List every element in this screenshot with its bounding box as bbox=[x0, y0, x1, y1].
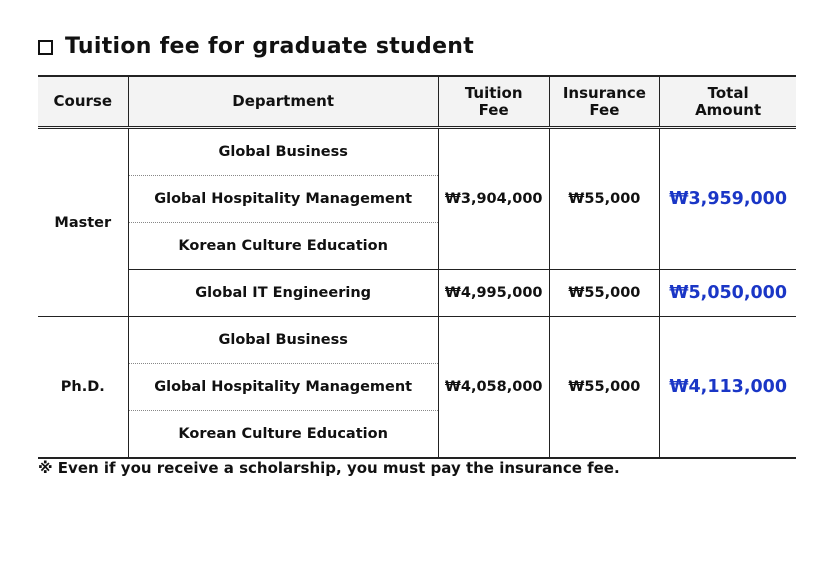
header-department: Department bbox=[128, 76, 438, 128]
insurance-fee-cell: ₩55,000 bbox=[549, 128, 660, 270]
course-master: Master bbox=[38, 128, 128, 317]
insurance-note: ※ Even if you receive a scholarship, you must pay the insurance fee. bbox=[38, 459, 620, 477]
insurance-fee-cell: ₩55,000 bbox=[549, 317, 660, 459]
table-header-row bbox=[38, 76, 796, 128]
department-cell: Global Hospitality Management bbox=[128, 176, 438, 223]
header-insurance-fee: Insurance Fee bbox=[549, 76, 660, 128]
total-amount-cell: ₩5,050,000 bbox=[660, 270, 796, 317]
header-tuition-fee: Tuition Fee bbox=[438, 76, 549, 128]
page-title bbox=[38, 34, 474, 59]
table-row bbox=[38, 317, 796, 364]
department-cell: Korean Culture Education bbox=[128, 411, 438, 459]
total-amount-cell: ₩4,113,000 bbox=[660, 317, 796, 459]
department-cell: Korean Culture Education bbox=[128, 223, 438, 270]
tuition-fee-cell: ₩4,995,000 bbox=[438, 270, 549, 317]
department-cell: Global IT Engineering bbox=[128, 270, 438, 317]
total-amount-cell: ₩3,959,000 bbox=[660, 128, 796, 270]
department-cell: Global Business bbox=[128, 128, 438, 176]
tuition-fee-table bbox=[38, 75, 796, 459]
table-row bbox=[38, 128, 796, 176]
header-course: Course bbox=[38, 76, 128, 128]
tuition-fee-cell: ₩4,058,000 bbox=[438, 317, 549, 459]
department-cell: Global Hospitality Management bbox=[128, 364, 438, 411]
checkbox-icon bbox=[38, 40, 53, 55]
course-phd: Ph.D. bbox=[38, 317, 128, 459]
insurance-fee-cell: ₩55,000 bbox=[549, 270, 660, 317]
page-title-text: Tuition fee for graduate student bbox=[65, 34, 475, 59]
table-row bbox=[38, 270, 796, 317]
tuition-fee-cell: ₩3,904,000 bbox=[438, 128, 549, 270]
department-cell: Global Business bbox=[128, 317, 438, 364]
header-total-amount: Total Amount bbox=[660, 76, 796, 128]
